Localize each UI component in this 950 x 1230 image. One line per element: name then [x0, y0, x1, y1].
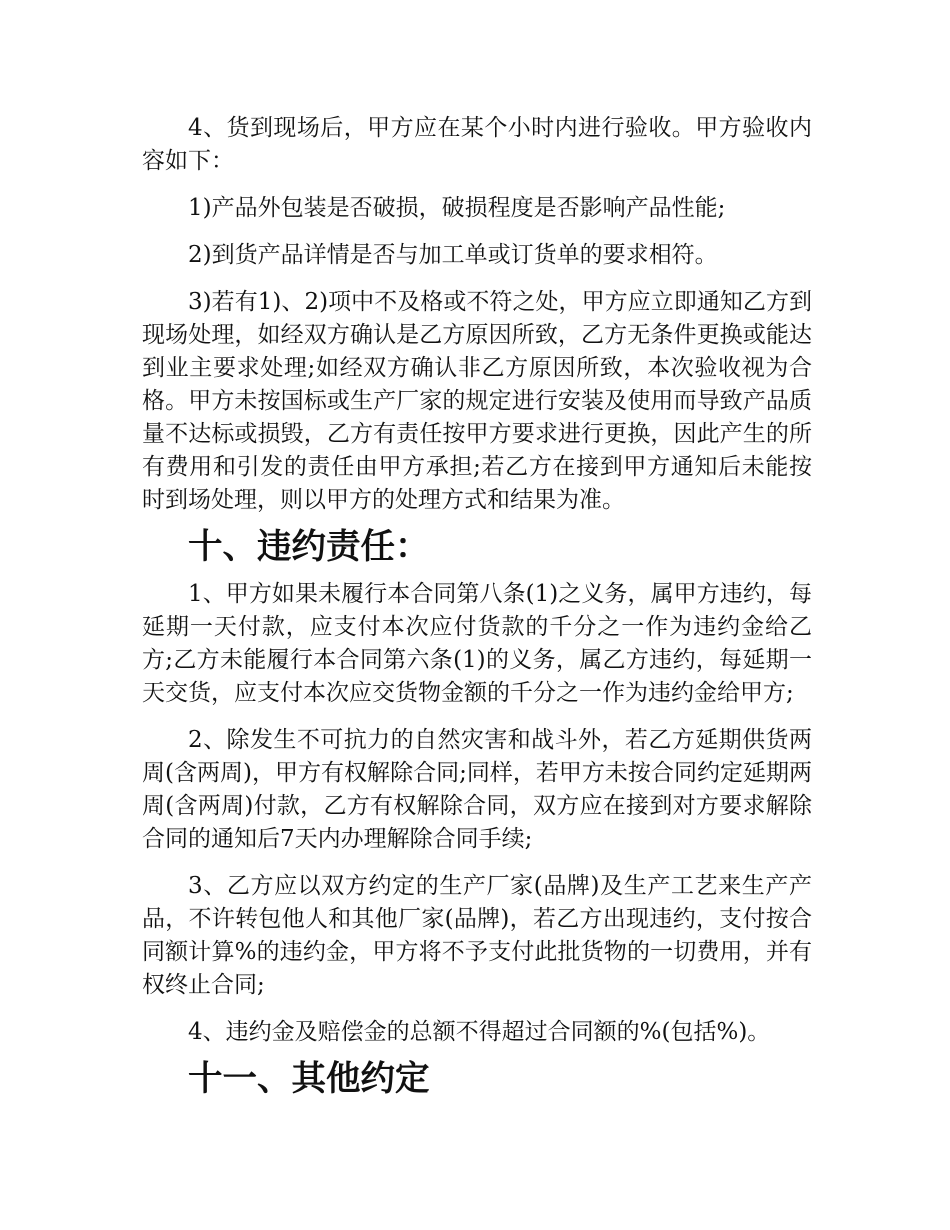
liability-paragraph-2: 2、除发生不可抗力的自然灾害和战斗外，若乙方延期供货两周(含两周)，甲方有权解除合同;同样，若甲方未按合同约定延期两周(含两周)付款，乙方有权解除合同，双方应在接到对方要求解除合同的通知后7天内办理解除合同手续;: [142, 727, 812, 852]
section-heading-other-terms: 十一、其他约定: [188, 1059, 430, 1099]
liability-paragraph-4: 4、违约金及赔偿金的总额不得超过合同额的%(包括%)。: [188, 1019, 771, 1045]
liability-paragraph-1: 1、甲方如果未履行本合同第八条(1)之义务，属甲方违约，每延期一天付款，应支付本次应付货款的千分之一作为违约金给乙方;乙方未能履行本合同第六条(1)的义务，属乙方违约，每延期一天交货，应支付本次应交货物金额的千分之一作为违约金给甲方;: [142, 581, 812, 706]
section-heading-liability: 十、违约责任：: [188, 527, 430, 567]
document-page: [142, 112, 812, 1110]
inspection-item-3: 3)若有1)、2)项中不及格或不符之处，甲方应立即通知乙方到现场处理，如经双方确认是乙方原因所致，乙方无条件更换或能达到业主要求处理;如经双方确认非乙方原因所致，本次验收视为合格。甲方未按国标或生产厂家的规定进行安装及使用而导致产品质量不达标或损毁，乙方有责任按甲方要求进行更换，因此产生的所有费用和引发的责任由甲方承担;若乙方在接到甲方通知后未能按时到场处理，则以甲方的处理方式和结果为准。: [142, 289, 812, 513]
inspection-intro-paragraph: 4、货到现场后，甲方应在某个小时内进行验收。甲方验收内容如下：: [142, 115, 812, 174]
liability-paragraph-3: 3、乙方应以双方约定的生产厂家(品牌)及生产工艺来生产产品，不许转包他人和其他厂家(品牌)，若乙方出现违约，支付按合同额计算%的违约金，甲方将不予支付此批货物的一切费用，并有权终止合同;: [142, 873, 812, 998]
inspection-item-2: 2)到货产品详情是否与加工单或订货单的要求相符。: [188, 242, 718, 268]
inspection-item-1: 1)产品外包装是否破损，破损程度是否影响产品性能;: [188, 195, 726, 221]
